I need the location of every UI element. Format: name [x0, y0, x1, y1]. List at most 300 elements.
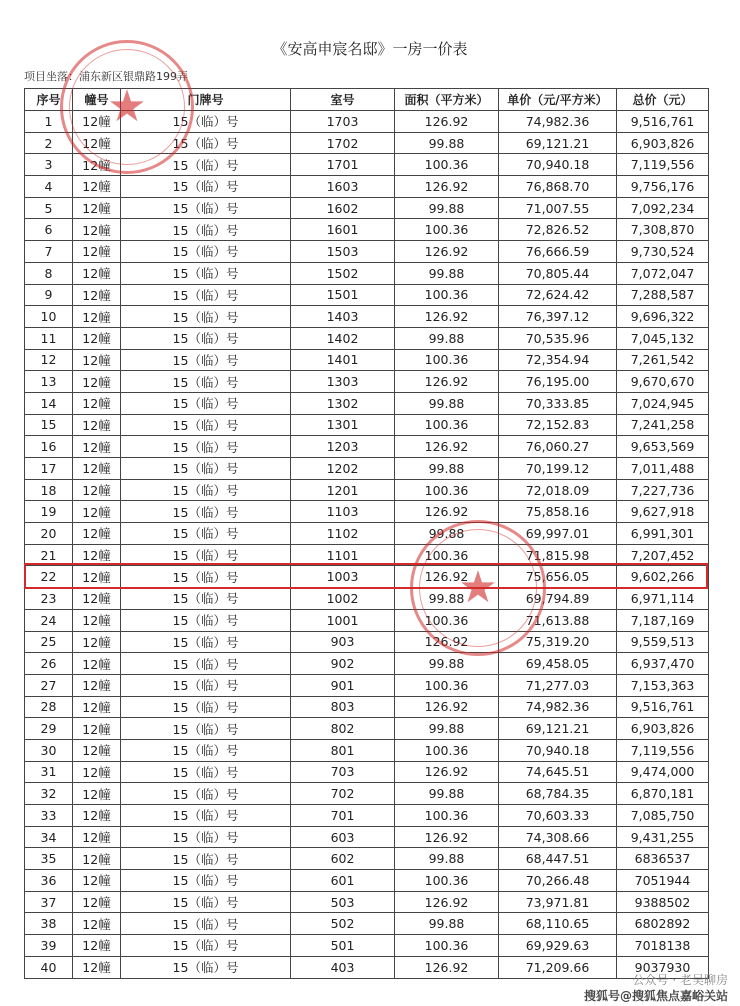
cell-area: 100.36: [395, 219, 499, 241]
cell-index: 19: [25, 501, 73, 523]
cell-building: 12幢: [73, 284, 121, 306]
cell-door-number: 15（临）号: [121, 566, 291, 588]
cell-area: 126.92: [395, 436, 499, 458]
cell-room: 1001: [291, 609, 395, 631]
cell-unit-price: 73,971.81: [499, 891, 617, 913]
cell-unit-price: 76,666.59: [499, 241, 617, 263]
cell-building: 12幢: [73, 371, 121, 393]
cell-total-price: 9,431,255: [617, 826, 709, 848]
cell-total-price: 7,119,556: [617, 739, 709, 761]
cell-building: 12幢: [73, 501, 121, 523]
table-row: [25, 870, 709, 892]
cell-index: 37: [25, 891, 73, 913]
header-room: 室号: [291, 89, 395, 111]
cell-unit-price: 70,333.85: [499, 392, 617, 414]
cell-room: 1301: [291, 414, 395, 436]
header-area: 面积（平方米）: [395, 89, 499, 111]
cell-room: 702: [291, 783, 395, 805]
cell-total-price: 9,696,322: [617, 306, 709, 328]
cell-total-price: 7,119,556: [617, 154, 709, 176]
cell-building: 12幢: [73, 306, 121, 328]
cell-total-price: 7051944: [617, 870, 709, 892]
cell-unit-price: 74,982.36: [499, 696, 617, 718]
table-row: [25, 111, 709, 133]
cell-door-number: 15（临）号: [121, 718, 291, 740]
cell-total-price: 7,092,234: [617, 197, 709, 219]
table-row: [25, 913, 709, 935]
cell-area: 99.88: [395, 327, 499, 349]
cell-door-number: 15（临）号: [121, 458, 291, 480]
cell-door-number: 15（临）号: [121, 805, 291, 827]
cell-index: 12: [25, 349, 73, 371]
cell-unit-price: 68,447.51: [499, 848, 617, 870]
cell-total-price: 6,971,114: [617, 588, 709, 610]
cell-building: 12幢: [73, 241, 121, 263]
cell-total-price: 9,627,918: [617, 501, 709, 523]
cell-building: 12幢: [73, 458, 121, 480]
cell-unit-price: 74,645.51: [499, 761, 617, 783]
cell-door-number: 15（临）号: [121, 219, 291, 241]
cell-total-price: 7,207,452: [617, 544, 709, 566]
cell-total-price: 9388502: [617, 891, 709, 913]
cell-area: 99.88: [395, 197, 499, 219]
table-row: [25, 826, 709, 848]
cell-room: 1603: [291, 176, 395, 198]
cell-building: 12幢: [73, 631, 121, 653]
cell-total-price: 7,153,363: [617, 674, 709, 696]
cell-room: 1203: [291, 436, 395, 458]
cell-unit-price: 74,308.66: [499, 826, 617, 848]
cell-area: 100.36: [395, 349, 499, 371]
cell-total-price: 7018138: [617, 935, 709, 957]
cell-door-number: 15（临）号: [121, 197, 291, 219]
cell-building: 12幢: [73, 262, 121, 284]
cell-unit-price: 72,152.83: [499, 414, 617, 436]
cell-index: 9: [25, 284, 73, 306]
cell-door-number: 15（临）号: [121, 132, 291, 154]
cell-unit-price: 74,982.36: [499, 111, 617, 133]
table-row: [25, 674, 709, 696]
cell-index: 4: [25, 176, 73, 198]
cell-door-number: 15（临）号: [121, 891, 291, 913]
cell-building: 12幢: [73, 674, 121, 696]
cell-door-number: 15（临）号: [121, 609, 291, 631]
cell-door-number: 15（临）号: [121, 761, 291, 783]
cell-building: 12幢: [73, 392, 121, 414]
cell-index: 22: [25, 566, 73, 588]
cell-area: 126.92: [395, 371, 499, 393]
cell-area: 126.92: [395, 631, 499, 653]
cell-door-number: 15（临）号: [121, 241, 291, 263]
cell-building: 12幢: [73, 588, 121, 610]
table-row: [25, 349, 709, 371]
cell-area: 99.88: [395, 913, 499, 935]
cell-index: 10: [25, 306, 73, 328]
table-row: [25, 566, 709, 588]
cell-door-number: 15（临）号: [121, 154, 291, 176]
cell-door-number: 15（临）号: [121, 262, 291, 284]
page-title: 《安高申宸名邸》一房一价表: [272, 40, 468, 58]
table-row: [25, 501, 709, 523]
cell-room: 502: [291, 913, 395, 935]
cell-area: 126.92: [395, 501, 499, 523]
cell-building: 12幢: [73, 176, 121, 198]
cell-room: 703: [291, 761, 395, 783]
cell-index: 27: [25, 674, 73, 696]
cell-door-number: 15（临）号: [121, 327, 291, 349]
cell-building: 12幢: [73, 132, 121, 154]
cell-room: 1002: [291, 588, 395, 610]
cell-total-price: 6802892: [617, 913, 709, 935]
cell-total-price: 7,045,132: [617, 327, 709, 349]
cell-area: 126.92: [395, 241, 499, 263]
table-row: [25, 653, 709, 675]
cell-index: 36: [25, 870, 73, 892]
cell-index: 28: [25, 696, 73, 718]
seal-star-icon: ★: [107, 81, 147, 132]
cell-total-price: 6,903,826: [617, 718, 709, 740]
cell-room: 802: [291, 718, 395, 740]
cell-index: 5: [25, 197, 73, 219]
cell-area: 100.36: [395, 154, 499, 176]
cell-unit-price: 76,397.12: [499, 306, 617, 328]
table-row: [25, 609, 709, 631]
cell-total-price: 7,241,258: [617, 414, 709, 436]
cell-total-price: 7,261,542: [617, 349, 709, 371]
table-row: [25, 761, 709, 783]
table-row: [25, 783, 709, 805]
table-row: [25, 891, 709, 913]
cell-unit-price: 69,458.05: [499, 653, 617, 675]
cell-room: 1303: [291, 371, 395, 393]
header-unit-price: 单价（元/平方米）: [499, 89, 617, 111]
cell-unit-price: 69,997.01: [499, 523, 617, 545]
table-row: [25, 414, 709, 436]
table-row: [25, 371, 709, 393]
cell-room: 1101: [291, 544, 395, 566]
cell-unit-price: 70,940.18: [499, 154, 617, 176]
cell-room: 1103: [291, 501, 395, 523]
cell-building: 12幢: [73, 935, 121, 957]
cell-room: 1201: [291, 479, 395, 501]
cell-room: 501: [291, 935, 395, 957]
table-body: [25, 111, 709, 979]
cell-area: 99.88: [395, 458, 499, 480]
table-row: [25, 739, 709, 761]
cell-unit-price: 69,121.21: [499, 132, 617, 154]
cell-unit-price: 69,121.21: [499, 718, 617, 740]
cell-building: 12幢: [73, 609, 121, 631]
cell-area: 100.36: [395, 674, 499, 696]
cell-area: 100.36: [395, 414, 499, 436]
cell-unit-price: 71,277.03: [499, 674, 617, 696]
cell-door-number: 15（临）号: [121, 870, 291, 892]
cell-room: 1403: [291, 306, 395, 328]
table-row: [25, 588, 709, 610]
cell-index: 7: [25, 241, 73, 263]
cell-room: 903: [291, 631, 395, 653]
cell-index: 11: [25, 327, 73, 349]
cell-total-price: 9,559,513: [617, 631, 709, 653]
table-row: [25, 458, 709, 480]
cell-index: 18: [25, 479, 73, 501]
cell-area: 100.36: [395, 609, 499, 631]
cell-building: 12幢: [73, 739, 121, 761]
cell-building: 12幢: [73, 826, 121, 848]
cell-area: 99.88: [395, 848, 499, 870]
cell-building: 12幢: [73, 436, 121, 458]
cell-area: 99.88: [395, 392, 499, 414]
cell-building: 12幢: [73, 891, 121, 913]
cell-door-number: 15（临）号: [121, 111, 291, 133]
cell-area: 100.36: [395, 739, 499, 761]
cell-door-number: 15（临）号: [121, 631, 291, 653]
cell-room: 1601: [291, 219, 395, 241]
cell-area: 100.36: [395, 935, 499, 957]
cell-area: 126.92: [395, 111, 499, 133]
table-row: [25, 132, 709, 154]
cell-unit-price: 76,868.70: [499, 176, 617, 198]
cell-index: 25: [25, 631, 73, 653]
cell-unit-price: 71,007.55: [499, 197, 617, 219]
cell-total-price: 7,308,870: [617, 219, 709, 241]
cell-area: 100.36: [395, 805, 499, 827]
cell-door-number: 15（临）号: [121, 371, 291, 393]
table-row: [25, 392, 709, 414]
cell-door-number: 15（临）号: [121, 674, 291, 696]
cell-room: 1503: [291, 241, 395, 263]
table-row: [25, 544, 709, 566]
cell-area: 99.88: [395, 653, 499, 675]
table-row: [25, 848, 709, 870]
cell-total-price: 9,516,761: [617, 696, 709, 718]
cell-room: 1502: [291, 262, 395, 284]
cell-door-number: 15（临）号: [121, 653, 291, 675]
cell-building: 12幢: [73, 653, 121, 675]
table-row: [25, 219, 709, 241]
cell-door-number: 15（临）号: [121, 783, 291, 805]
cell-area: 100.36: [395, 479, 499, 501]
cell-room: 1003: [291, 566, 395, 588]
table-row: [25, 696, 709, 718]
cell-total-price: 7,011,488: [617, 458, 709, 480]
cell-unit-price: 70,805.44: [499, 262, 617, 284]
cell-room: 602: [291, 848, 395, 870]
cell-room: 601: [291, 870, 395, 892]
cell-area: 99.88: [395, 588, 499, 610]
table-row: [25, 805, 709, 827]
cell-area: 99.88: [395, 783, 499, 805]
cell-total-price: 6,903,826: [617, 132, 709, 154]
seal-star-icon: ★: [458, 562, 498, 613]
cell-building: 12幢: [73, 327, 121, 349]
cell-area: 99.88: [395, 262, 499, 284]
cell-room: 1501: [291, 284, 395, 306]
cell-total-price: 7,072,047: [617, 262, 709, 284]
cell-area: 126.92: [395, 306, 499, 328]
table-row: [25, 327, 709, 349]
table-row: [25, 241, 709, 263]
cell-index: 23: [25, 588, 73, 610]
cell-area: 100.36: [395, 284, 499, 306]
watermark-wechat: 公众号 · 老吴聊房: [632, 972, 728, 987]
cell-unit-price: 71,613.88: [499, 609, 617, 631]
cell-area: 99.88: [395, 523, 499, 545]
cell-building: 12幢: [73, 913, 121, 935]
cell-door-number: 15（临）号: [121, 588, 291, 610]
cell-index: 2: [25, 132, 73, 154]
cell-total-price: 6,937,470: [617, 653, 709, 675]
cell-index: 38: [25, 913, 73, 935]
cell-unit-price: 76,060.27: [499, 436, 617, 458]
cell-area: 126.92: [395, 696, 499, 718]
cell-total-price: 7,227,736: [617, 479, 709, 501]
cell-unit-price: 75,858.16: [499, 501, 617, 523]
cell-total-price: 6,991,301: [617, 523, 709, 545]
cell-area: 126.92: [395, 566, 499, 588]
cell-room: 1102: [291, 523, 395, 545]
table-row: [25, 306, 709, 328]
cell-building: 12幢: [73, 696, 121, 718]
table-row: [25, 479, 709, 501]
cell-door-number: 15（临）号: [121, 414, 291, 436]
cell-area: 100.36: [395, 544, 499, 566]
cell-door-number: 15（临）号: [121, 826, 291, 848]
cell-index: 30: [25, 739, 73, 761]
cell-total-price: 9,516,761: [617, 111, 709, 133]
cell-unit-price: 72,354.94: [499, 349, 617, 371]
cell-index: 39: [25, 935, 73, 957]
table-row: [25, 523, 709, 545]
table-row: [25, 436, 709, 458]
cell-index: 32: [25, 783, 73, 805]
cell-index: 21: [25, 544, 73, 566]
table-row: [25, 718, 709, 740]
cell-area: 99.88: [395, 718, 499, 740]
cell-index: 13: [25, 371, 73, 393]
header-door-number: 门牌号: [121, 89, 291, 111]
cell-area: 126.92: [395, 761, 499, 783]
cell-area: 99.88: [395, 132, 499, 154]
cell-index: 15: [25, 414, 73, 436]
cell-door-number: 15（临）号: [121, 306, 291, 328]
cell-index: 33: [25, 805, 73, 827]
cell-door-number: 15（临）号: [121, 479, 291, 501]
cell-building: 12幢: [73, 566, 121, 588]
cell-building: 12幢: [73, 848, 121, 870]
cell-unit-price: 72,624.42: [499, 284, 617, 306]
cell-door-number: 15（临）号: [121, 935, 291, 957]
cell-room: 1402: [291, 327, 395, 349]
cell-area: 100.36: [395, 870, 499, 892]
cell-door-number: 15（临）号: [121, 848, 291, 870]
cell-index: 8: [25, 262, 73, 284]
cell-total-price: 9,474,000: [617, 761, 709, 783]
cell-index: 16: [25, 436, 73, 458]
cell-building: 12幢: [73, 956, 121, 978]
cell-room: 1702: [291, 132, 395, 154]
cell-building: 12幢: [73, 349, 121, 371]
project-location: 项目坐落：浦东新区银鼎路199弄: [24, 70, 188, 83]
cell-unit-price: 69,929.63: [499, 935, 617, 957]
cell-room: 902: [291, 653, 395, 675]
cell-room: 1202: [291, 458, 395, 480]
cell-total-price: 9037930: [617, 956, 709, 978]
cell-unit-price: 69,794.89: [499, 588, 617, 610]
cell-building: 12幢: [73, 154, 121, 176]
cell-index: 35: [25, 848, 73, 870]
cell-building: 12幢: [73, 523, 121, 545]
cell-room: 803: [291, 696, 395, 718]
cell-unit-price: 75,319.20: [499, 631, 617, 653]
cell-unit-price: 71,815.98: [499, 544, 617, 566]
cell-building: 12幢: [73, 479, 121, 501]
cell-door-number: 15（临）号: [121, 523, 291, 545]
cell-index: 3: [25, 154, 73, 176]
cell-room: 801: [291, 739, 395, 761]
cell-building: 12幢: [73, 219, 121, 241]
table-row: [25, 197, 709, 219]
cell-building: 12幢: [73, 870, 121, 892]
cell-total-price: 9,602,266: [617, 566, 709, 588]
cell-room: 403: [291, 956, 395, 978]
cell-building: 12幢: [73, 544, 121, 566]
cell-index: 26: [25, 653, 73, 675]
cell-building: 12幢: [73, 197, 121, 219]
cell-door-number: 15（临）号: [121, 501, 291, 523]
cell-index: 1: [25, 111, 73, 133]
cell-unit-price: 68,110.65: [499, 913, 617, 935]
cell-index: 14: [25, 392, 73, 414]
price-table: [24, 88, 709, 979]
cell-room: 603: [291, 826, 395, 848]
cell-total-price: 9,730,524: [617, 241, 709, 263]
header-building: 幢号: [73, 89, 121, 111]
cell-room: 1701: [291, 154, 395, 176]
cell-unit-price: 70,603.33: [499, 805, 617, 827]
cell-total-price: 6836537: [617, 848, 709, 870]
watermark-sohu: 搜狐号@搜狐焦点嘉峪关站: [583, 988, 728, 1003]
cell-total-price: 7,085,750: [617, 805, 709, 827]
cell-total-price: 9,756,176: [617, 176, 709, 198]
cell-index: 24: [25, 609, 73, 631]
cell-unit-price: 75,656.05: [499, 566, 617, 588]
cell-index: 6: [25, 219, 73, 241]
cell-total-price: 7,187,169: [617, 609, 709, 631]
table-row: [25, 935, 709, 957]
cell-unit-price: 72,826.52: [499, 219, 617, 241]
cell-unit-price: 71,209.66: [499, 956, 617, 978]
table-row: [25, 631, 709, 653]
cell-building: 12幢: [73, 414, 121, 436]
cell-building: 12幢: [73, 761, 121, 783]
cell-door-number: 15（临）号: [121, 544, 291, 566]
cell-door-number: 15（临）号: [121, 392, 291, 414]
cell-door-number: 15（临）号: [121, 436, 291, 458]
cell-door-number: 15（临）号: [121, 739, 291, 761]
cell-room: 503: [291, 891, 395, 913]
cell-unit-price: 70,266.48: [499, 870, 617, 892]
cell-total-price: 7,288,587: [617, 284, 709, 306]
cell-room: 1703: [291, 111, 395, 133]
cell-index: 31: [25, 761, 73, 783]
cell-unit-price: 72,018.09: [499, 479, 617, 501]
watermark: [584, 972, 728, 1004]
table-row: [25, 284, 709, 306]
table-header-row: [25, 89, 709, 111]
cell-area: 126.92: [395, 826, 499, 848]
cell-room: 1302: [291, 392, 395, 414]
